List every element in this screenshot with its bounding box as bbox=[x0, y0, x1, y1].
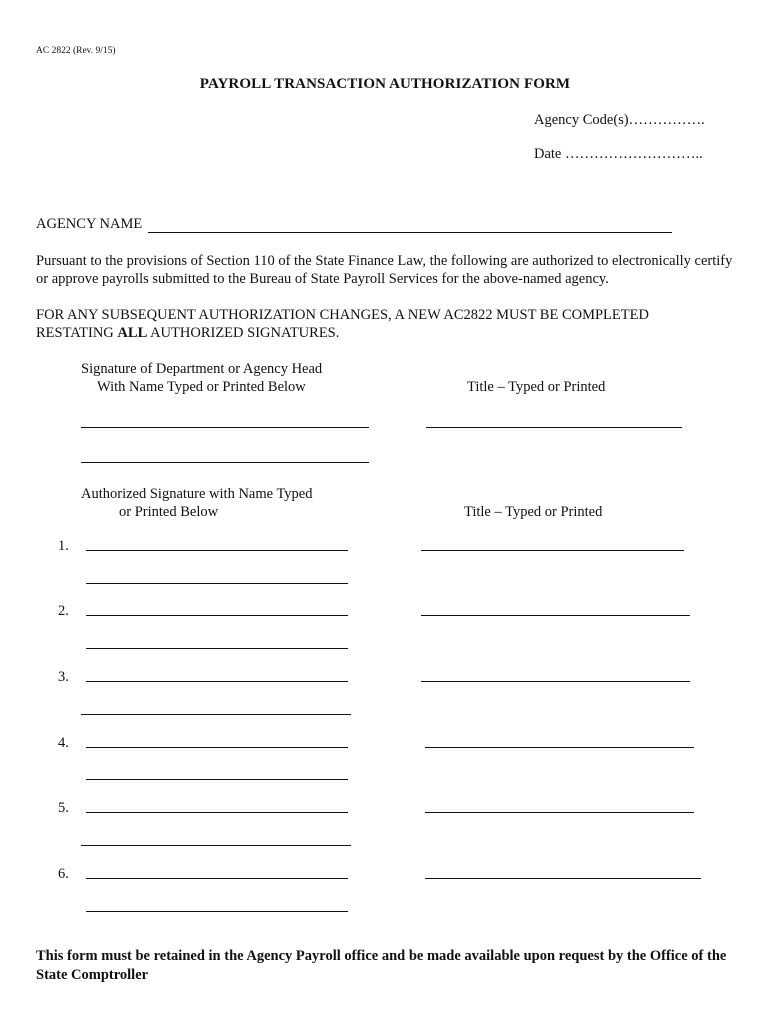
authorization-paragraph: Pursuant to the provisions of Section 110 of the State Finance Law, the following are authorized to electronically certify or approve payrolls submitted to the Bureau of State Payroll Services for the above-named agency. bbox=[36, 253, 733, 287]
row-number: 4. bbox=[58, 735, 69, 751]
retention-notice: This form must be retained in the Agency Payroll office and be made available upon request by the Office of the State Comptroller bbox=[36, 948, 727, 983]
title-line[interactable] bbox=[425, 812, 694, 813]
authorized-signature-header-line2: or Printed Below bbox=[119, 504, 219, 520]
changes-notice bbox=[36, 306, 736, 342]
printed-name-line[interactable] bbox=[81, 845, 351, 846]
head-signature-header-line1: Signature of Department or Agency Head bbox=[81, 361, 323, 377]
signature-line[interactable] bbox=[86, 681, 348, 682]
printed-name-line[interactable] bbox=[81, 714, 351, 715]
form-number: AC 2822 (Rev. 9/15) bbox=[36, 46, 116, 56]
printed-name-line[interactable] bbox=[86, 911, 348, 912]
head-title-line[interactable] bbox=[426, 427, 682, 428]
changes-notice-emphasis: ALL bbox=[117, 325, 148, 341]
head-name-line[interactable] bbox=[81, 462, 369, 463]
title-line[interactable] bbox=[421, 550, 684, 551]
changes-notice-suffix: AUTHORIZED SIGNATURES. bbox=[147, 325, 340, 341]
row-number: 3. bbox=[58, 669, 69, 685]
signature-line[interactable] bbox=[86, 878, 348, 879]
title-line[interactable] bbox=[421, 615, 690, 616]
head-title-header: Title – Typed or Printed bbox=[467, 379, 606, 395]
date-label: Date ……………………….. bbox=[534, 146, 703, 162]
authorized-signature-header-line1: Authorized Signature with Name Typed bbox=[81, 486, 313, 502]
changes-notice-line1: FOR ANY SUBSEQUENT AUTHORIZATION CHANGES, A NEW AC2822 MUST BE COMPLETED bbox=[36, 307, 649, 323]
signature-line[interactable] bbox=[86, 747, 348, 748]
changes-notice-prefix: RESTATING bbox=[36, 325, 118, 341]
row-number: 5. bbox=[58, 800, 69, 816]
head-signature-line[interactable] bbox=[81, 427, 369, 428]
signature-line[interactable] bbox=[86, 812, 348, 813]
authorized-title-header: Title – Typed or Printed bbox=[464, 504, 603, 520]
printed-name-line[interactable] bbox=[86, 779, 348, 780]
row-number: 6. bbox=[58, 866, 69, 882]
title-line[interactable] bbox=[425, 747, 694, 748]
row-number: 2. bbox=[58, 603, 69, 619]
agency-name-field[interactable] bbox=[148, 232, 672, 233]
agency-name-label: AGENCY NAME bbox=[36, 216, 143, 232]
row-number: 1. bbox=[58, 538, 69, 554]
head-signature-header-line2: With Name Typed or Printed Below bbox=[97, 379, 306, 395]
signature-line[interactable] bbox=[86, 615, 348, 616]
printed-name-line[interactable] bbox=[86, 648, 348, 649]
page-title: PAYROLL TRANSACTION AUTHORIZATION FORM bbox=[199, 76, 571, 92]
signature-line[interactable] bbox=[86, 550, 348, 551]
printed-name-line[interactable] bbox=[86, 583, 348, 584]
title-line[interactable] bbox=[421, 681, 690, 682]
agency-code-label: Agency Code(s)……………. bbox=[534, 112, 705, 128]
title-line[interactable] bbox=[425, 878, 701, 879]
